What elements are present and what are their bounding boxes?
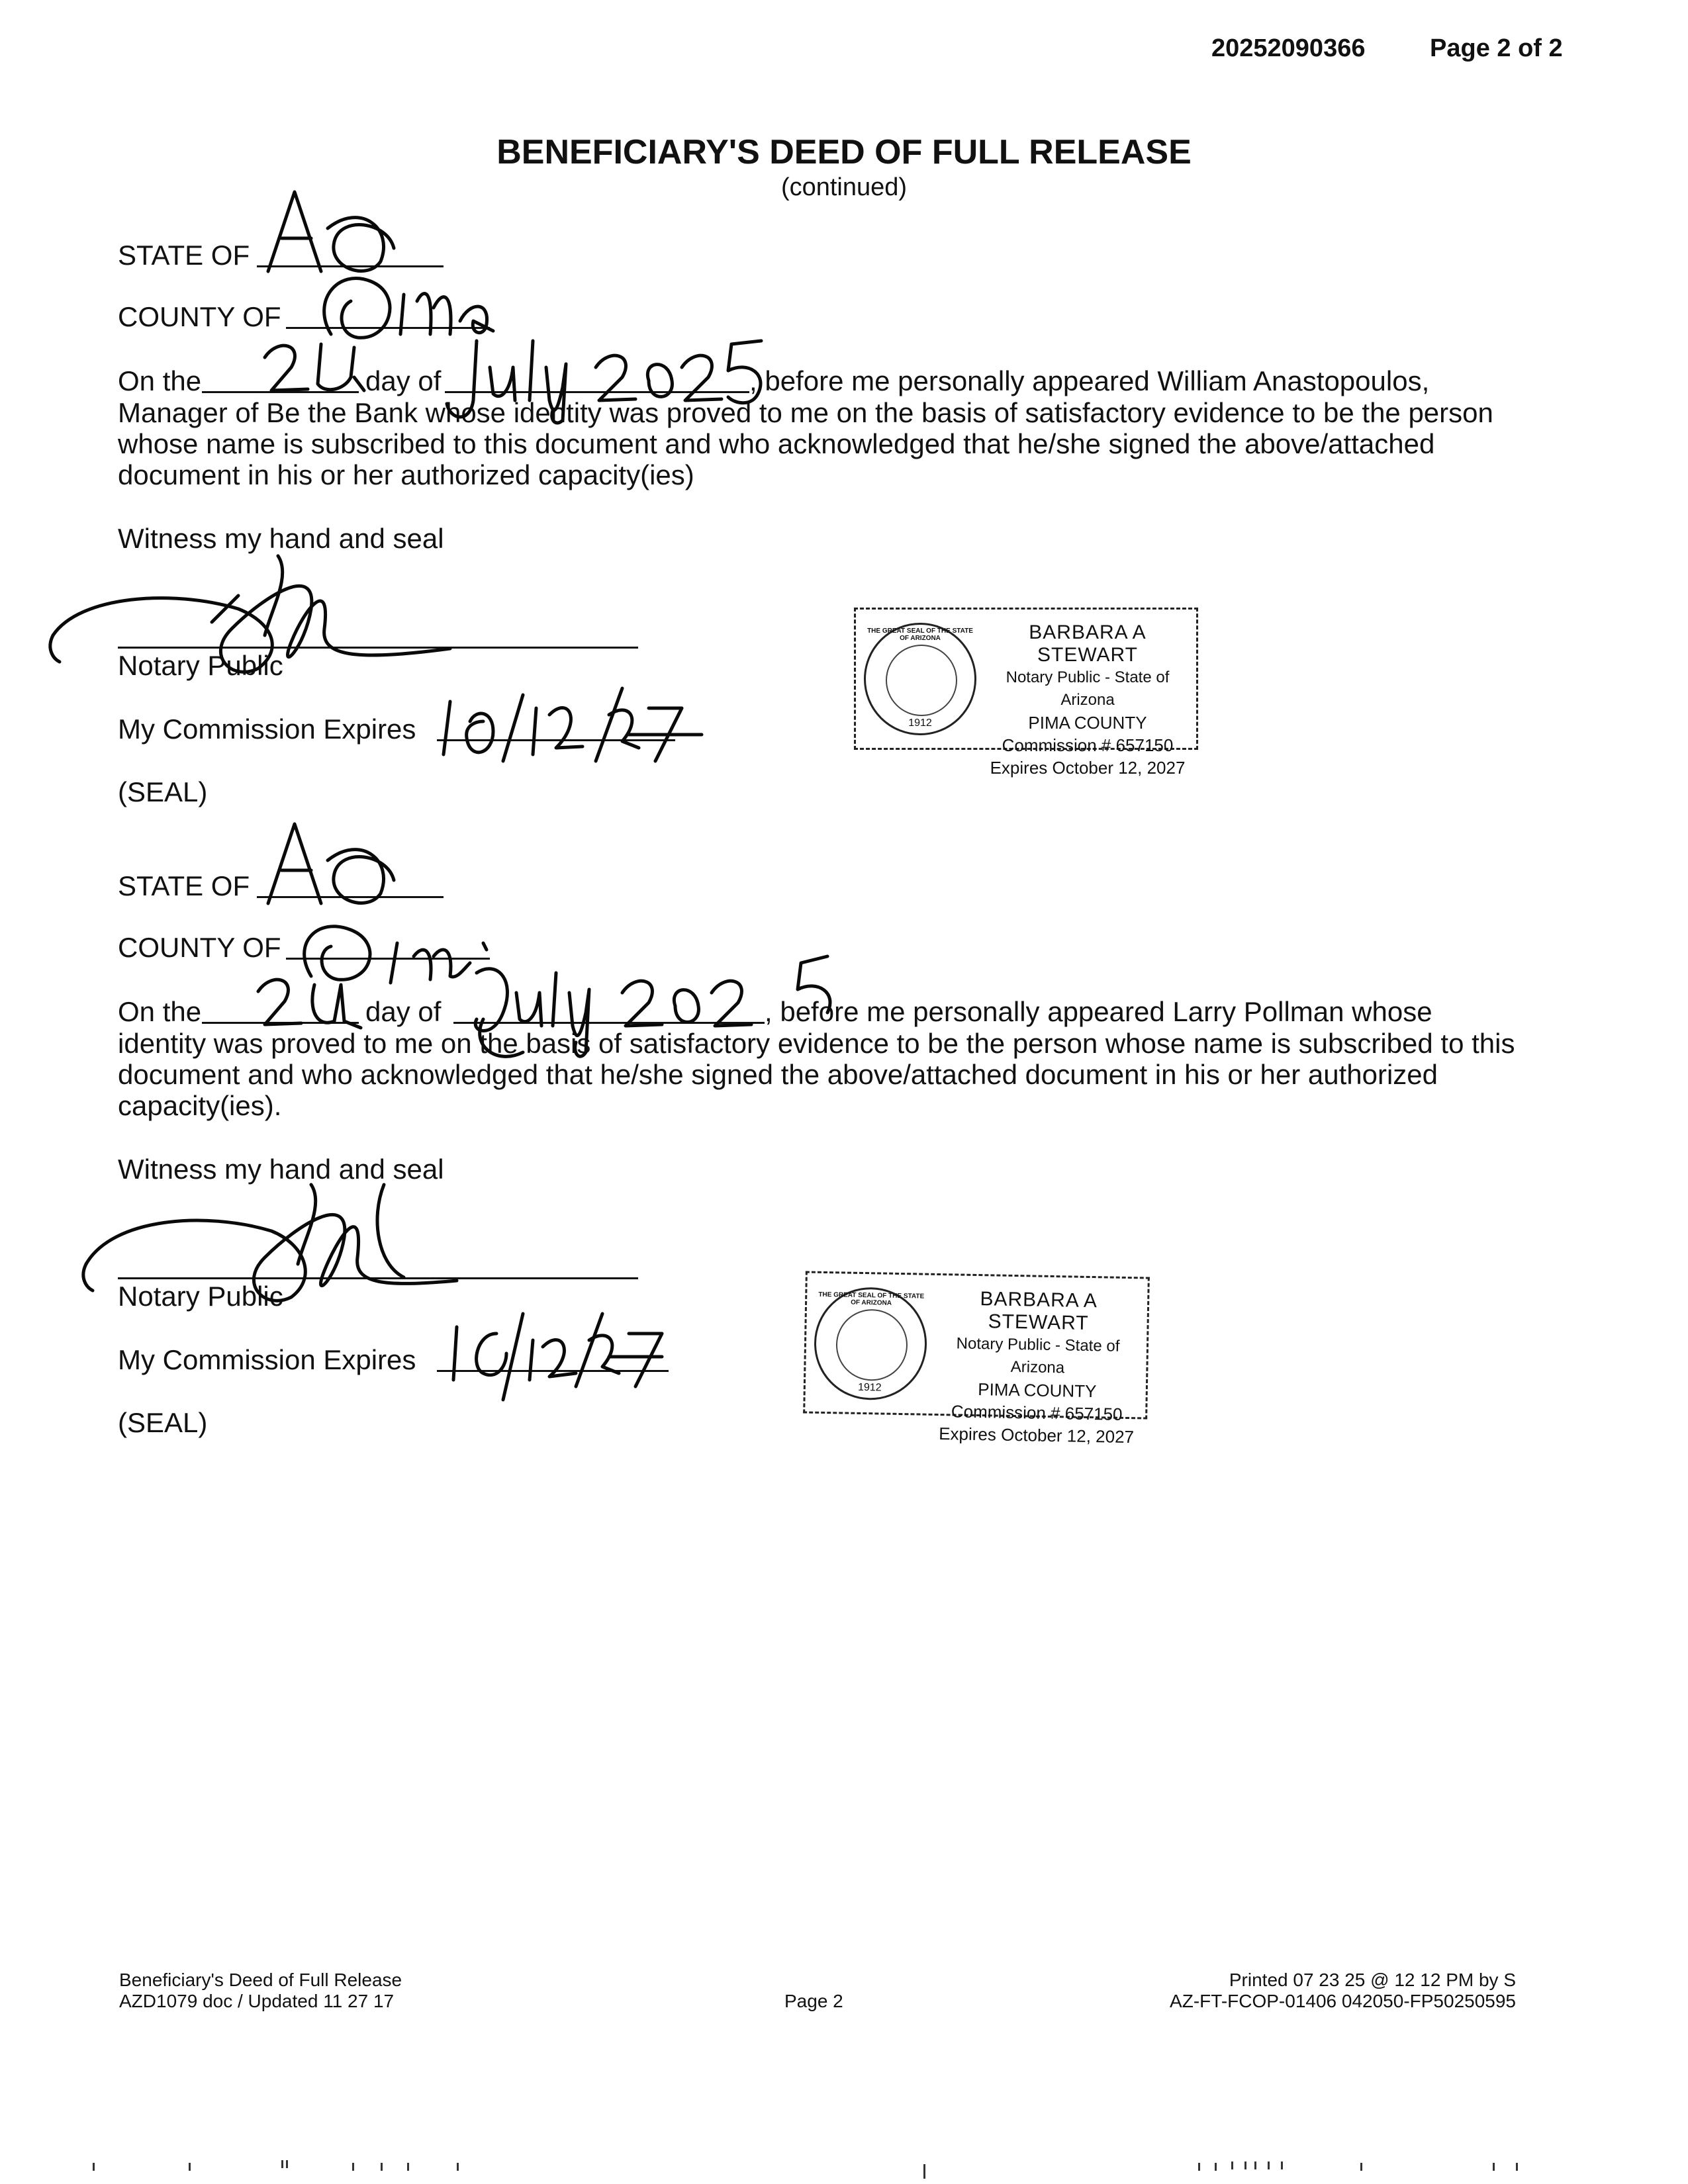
acknowledgment-line-1: Manager of Be the Bank whose identity was proved to me on the basis of satisfactory evidence to be the person [118,397,1493,428]
stamp-line-3: Commission # 657150 [951,1401,1123,1424]
footer-file-number: AZ-FT-FCOP-01406 042050-FP50250595 [1170,1991,1516,2011]
stamp-notary-name: BARBARA A STEWART [980,1288,1098,1334]
witness-text: Witness my hand and seal [118,1154,444,1185]
notary-stamp [803,1271,1150,1447]
handwritten-month-year [437,328,768,427]
state-label: STATE OF [118,240,250,271]
day-of-label: day of [365,996,442,1027]
stamp-line-3: Commission # 657150 [1002,735,1174,755]
state-label: STATE OF [118,870,250,901]
acknowledgment-line-1: identity was proved to me on the basis of satisfactory evidence to be the person whose name is subscribed to this [118,1028,1515,1059]
footer-document-name: Beneficiary's Deed of Full Release [119,1970,402,1990]
handwritten-state [255,821,407,913]
witness-text: Witness my hand and seal [118,523,444,554]
county-label: COUNTY OF [118,932,281,963]
page-indicator: Page 2 of 2 [1430,34,1563,62]
commission-expires-label: My Commission Expires [118,713,416,745]
seal-label: (SEAL) [118,1407,208,1438]
handwritten-expiration-date [430,682,708,768]
notary-signature [73,1165,470,1317]
notary-public-label: Notary Public [118,650,283,681]
handwritten-month-year [457,953,841,1066]
stamp-line-1: Notary Public - State of Arizona [1006,668,1170,709]
acknowledgment-line-3: document in his or her authorized capacity(ies) [118,459,694,490]
acknowledgment-line-3: capacity(ies). [118,1090,282,1121]
on-the-label: On the [118,996,202,1027]
state-seal-icon: THE GREAT SEAL OF THE STATE OF ARIZONA 1912 [814,1287,928,1401]
seal-label: (SEAL) [118,776,208,807]
document-title: BENEFICIARY'S DEED OF FULL RELEASE [496,133,1192,171]
appearance-text: , before me personally appeared Larry Pollman whose [765,996,1432,1027]
on-the-label: On the [118,365,202,396]
notary-stamp [854,608,1198,778]
footer-printed-info: Printed 07 23 25 @ 12 12 PM by S [1229,1970,1516,1990]
stamp-line-2: PIMA COUNTY [977,1379,1097,1402]
handwritten-day [252,972,371,1031]
handwritten-expiration-date [444,1307,669,1406]
footer-form-version: AZD1079 doc / Updated 11 27 17 [119,1991,395,2011]
county-label: COUNTY OF [118,301,281,332]
acknowledgment-line-2: document and who acknowledged that he/she signed the above/attached document in his or her authorized [118,1059,1438,1090]
recording-number: 20252090366 [1211,34,1366,62]
stamp-line-4: Expires October 12, 2027 [990,758,1186,778]
stamp-notary-name: BARBARA A STEWART [1029,621,1147,666]
acknowledgment-line-2: whose name is subscribed to this document and who acknowledged that he/she signed the above/attached [118,428,1435,459]
stamp-line-2: PIMA COUNTY [1028,713,1147,733]
notary-signature [40,549,477,688]
stamp-line-4: Expires October 12, 2027 [938,1424,1135,1447]
day-of-label: day of [365,365,442,396]
handwritten-day [258,338,371,397]
document-subtitle: (continued) [780,173,908,201]
stamp-line-1: Notary Public - State of Arizona [956,1334,1120,1377]
state-seal-icon: THE GREAT SEAL OF THE STATE OF ARIZONA 1912 [864,623,976,735]
notary-public-label: Notary Public [118,1281,283,1312]
appearance-text: , before me personally appeared William Anastopoulos, [749,365,1430,396]
footer-page-number: Page 2 [784,1991,843,2011]
commission-expires-label: My Commission Expires [118,1344,416,1375]
